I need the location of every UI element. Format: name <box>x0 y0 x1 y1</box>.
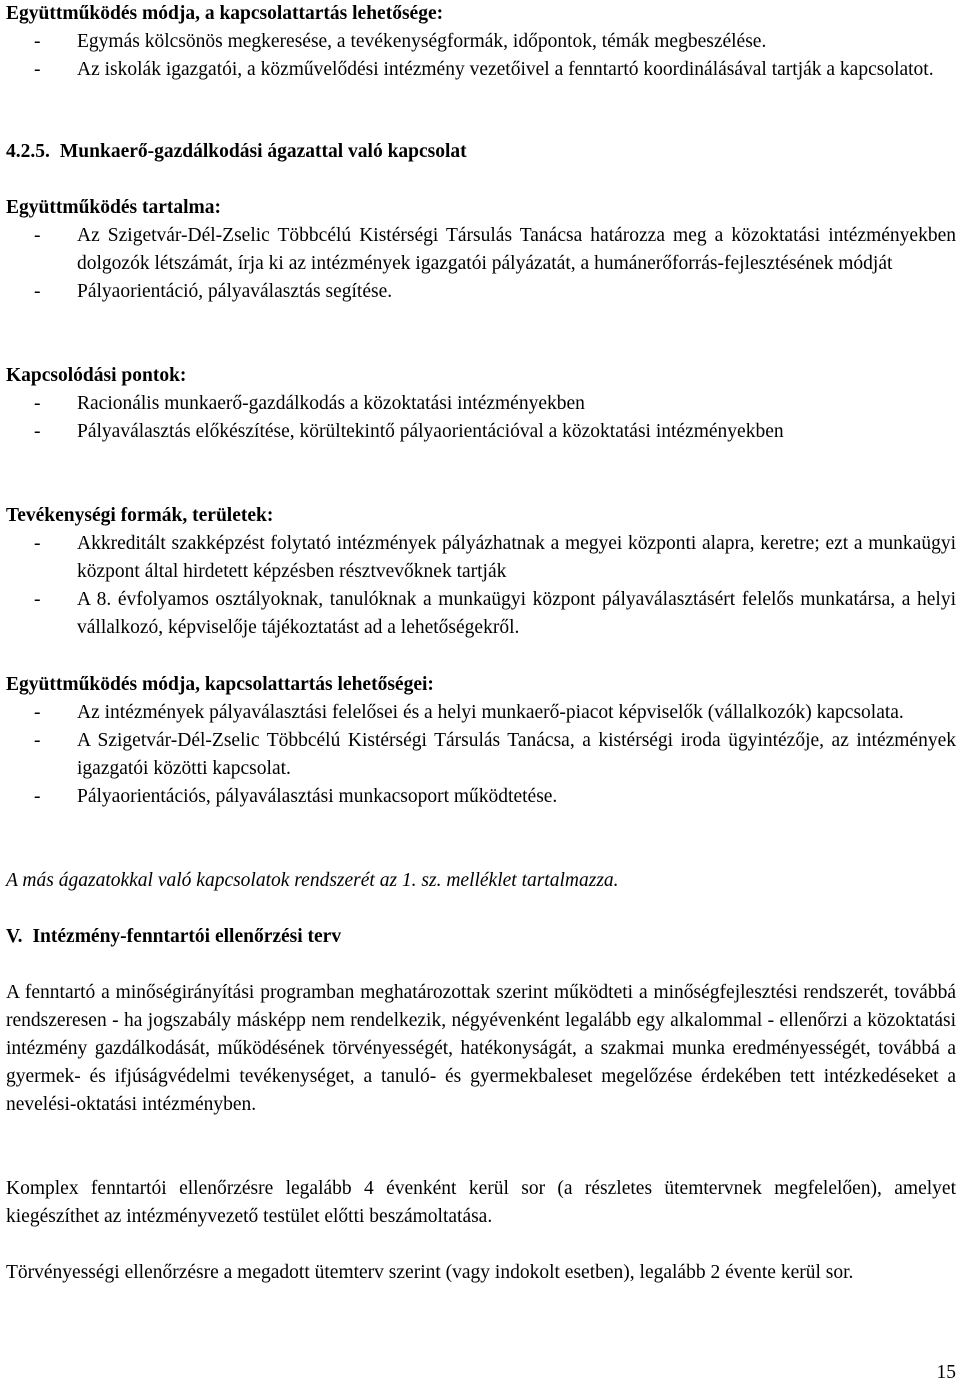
section-title-4-2-5 <box>6 138 956 166</box>
block-activity-forms <box>6 502 956 642</box>
list-item: - A 8. évfolyamos osztályoknak, tanulóknak a munkaügyi központ pályaválasztásért felelős munkatársa, a helyi vállalkozó, képviselője tájékoztatást ad a lehetőségekről. <box>34 589 956 638</box>
section-heading: Együttműködés módja, a kapcsolattartás lehetősége: <box>6 3 444 24</box>
section-heading: Együttműködés módja, kapcsolattartás lehetőségei: <box>6 674 434 695</box>
block-cooperation-content <box>6 194 956 306</box>
annex-note: A más ágazatokkal való kapcsolatok rendszerét az 1. sz. melléklet tartalmazza. <box>6 870 619 891</box>
list-item: - Pályaorientáció, pályaválasztás segítése. <box>34 281 393 302</box>
block-cooperation-mode-1 <box>6 0 956 84</box>
section-heading: Tevékenységi formák, területek: <box>6 505 274 526</box>
section-heading: Együttműködés tartalma: <box>6 197 222 218</box>
paragraph: Komplex fenntartói ellenőrzésre legalább 4 évenként kerül sor (a részletes ütemtervnek megfelelően), amelyet kiegészíthet az intézményvezető testület előtti beszámoltatása. <box>6 1178 956 1227</box>
list-item: - Az intézmények pályaválasztási felelősei és a helyi munkaerő-piacot képviselők (vállalkozók) kapcsolata. <box>34 702 904 723</box>
list-item: - Az iskolák igazgatói, a közművelődési intézmény vezetőivel a fenntartó koordinálásával tartják a kapcsolatot. <box>34 59 934 80</box>
list-item: - Pályaorientációs, pályaválasztási munkacsoport működtetése. <box>34 786 558 807</box>
list-item: - Egymás kölcsönös megkeresése, a tevékenységformák, időpontok, témák megbeszélése. <box>34 31 767 52</box>
list-item: - A Szigetvár-Dél-Zselic Többcélú Kistérségi Társulás Tanácsa, a kistérségi iroda ügyintézője, az intézmények igazgatói közötti kapcsolat. <box>34 730 956 779</box>
paragraph: Törvényességi ellenőrzésre a megadott ütemterv szerint (vagy indokolt esetben), legalább 2 évente kerül sor. <box>6 1262 854 1283</box>
section-number: 4.2.5. <box>6 141 50 162</box>
section-title: Intézmény-fenntartói ellenőrzési terv <box>32 926 342 947</box>
section-number: V. <box>6 926 23 947</box>
block-cooperation-mode-2 <box>6 671 956 811</box>
list-item: - Racionális munkaerő-gazdálkodás a közoktatási intézményekben <box>34 393 585 414</box>
page-number: 15 <box>936 1362 956 1383</box>
section-title-v <box>6 923 956 951</box>
section-heading: Kapcsolódási pontok: <box>6 365 187 386</box>
list-item: - Akkreditált szakképzést folytató intézmények pályázhatnak a megyei központi alapra, keretre; ezt a munkaügyi központ által hirdetett képzésben résztvevőknek tartják <box>34 533 956 582</box>
section-title: Munkaerő-gazdálkodási ágazattal való kapcsolat <box>59 141 467 162</box>
list-item: - Pályaválasztás előkészítése, körültekintő pályaorientációval a közoktatási intézményekben <box>34 421 784 442</box>
list-item: - Az Szigetvár-Dél-Zselic Többcélú Kistérségi Társulás Tanácsa határozza meg a közoktatási intézményekben dolgozók létszámát, írja ki az intézmények igazgatói pályázatát, a humánerőforrás-fejlesztésének módját <box>34 225 956 274</box>
paragraph: A fenntartó a minőségirányítási programban meghatározottak szerint működteti a minőségfejlesztési rendszerét, továbbá rendszeresen - ha jogszabály másképp nem rendelkezik, négyévenként legalább egy alkalommal - ellenőrzi a közoktatási intézmény gazdálkodását, működésének törvényességét, hatékonyságát, a szakmai munka eredményességét, továbbá a gyermek- és ifjúságvédelmi tevékenységet, a tanuló- és gyermekbaleset megelőzése érdekében tett intézkedéseket a nevelési-oktatási intézményben. <box>6 982 956 1115</box>
block-connection-points <box>6 362 956 446</box>
